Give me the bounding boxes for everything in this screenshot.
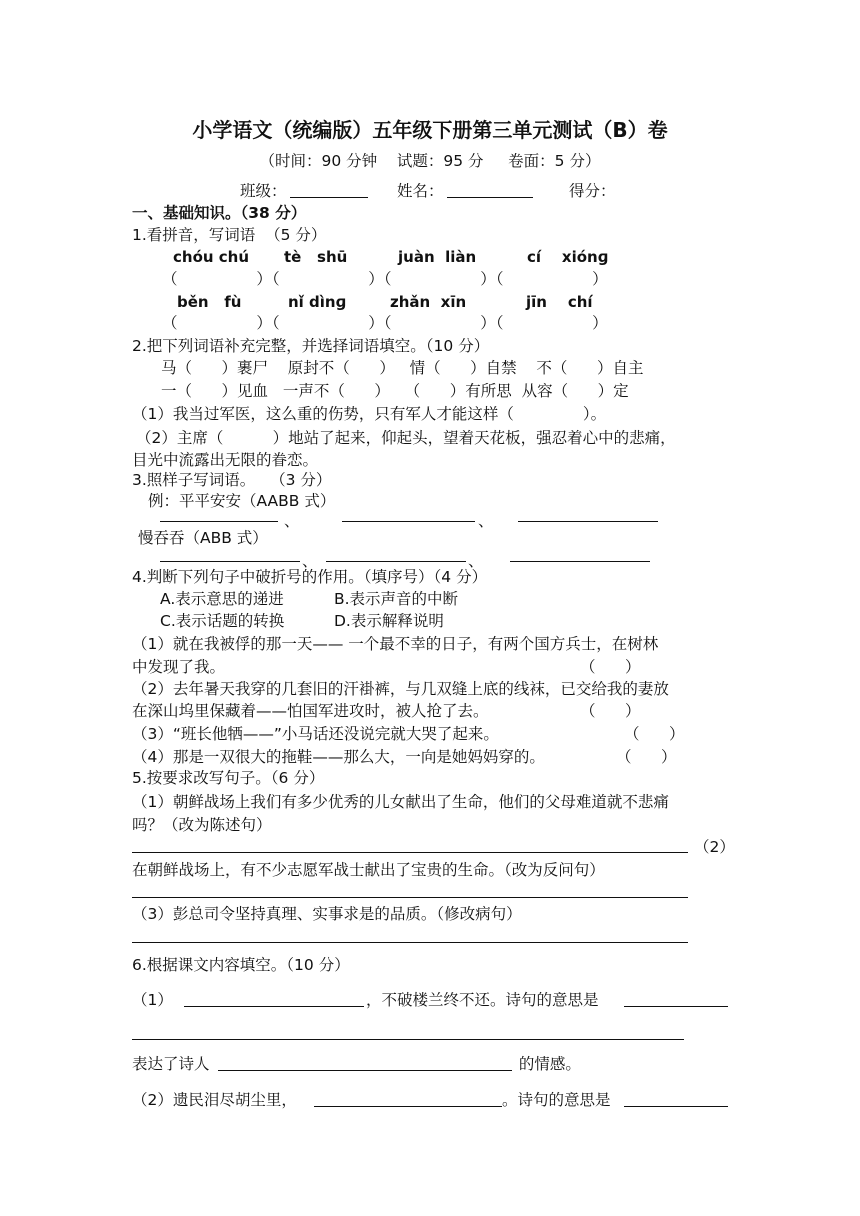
name-blank[interactable] bbox=[447, 197, 533, 198]
q4-heading: 4.判断下列句子中破折号的作用。（填序号）（4 分） bbox=[132, 568, 488, 586]
answer-line[interactable] bbox=[132, 897, 688, 898]
q5-heading: 5.按要求改写句子。（6 分） bbox=[132, 769, 325, 787]
q4-sentence-1a: （1）就在我被俘的那一天—— 一个最不幸的日子，有两个国方兵士，在树林 bbox=[132, 635, 659, 653]
pinyin-2: tè shū bbox=[284, 248, 348, 266]
poem-blank-1[interactable] bbox=[184, 1006, 364, 1007]
page-title: 小学语文（统编版）五年级下册第三单元测试（B）卷 bbox=[192, 118, 668, 142]
pinyin-1: chóu chú bbox=[173, 248, 250, 266]
pinyin-8: jīn chí bbox=[526, 293, 593, 311]
idiom-line-2[interactable]: 一（ ）见血 一声不（ ） （ ）有所思 从容（ ）定 bbox=[161, 382, 629, 400]
comma: 、 bbox=[284, 512, 300, 530]
answer-brackets-row2[interactable]: （ ）（ ）（ ）（ ） bbox=[162, 314, 608, 332]
comma: 、 bbox=[478, 512, 494, 530]
meaning-blank-2[interactable] bbox=[624, 1106, 728, 1107]
q6-sentence-2: （2）遗民泪尽胡尘里， bbox=[132, 1091, 297, 1109]
answer-line[interactable] bbox=[132, 942, 688, 943]
pinyin-4: cí xiónɡ bbox=[527, 248, 609, 266]
time-info: （时间：90 分钟 试题：95 分 卷面：5 分） bbox=[259, 152, 601, 170]
q5-2-number: （2） bbox=[694, 838, 735, 856]
express-prefix: 表达了诗人 bbox=[132, 1055, 210, 1073]
q4-sentence-2b: 在深山坞里保藏着——怕国军进攻时，被人抢了去。 bbox=[132, 702, 489, 720]
q4-sentence-1b: 中发现了我。 bbox=[132, 658, 226, 676]
q6-heading: 6.根据课文内容填空。（10 分） bbox=[132, 956, 350, 974]
q6-sentence-2-suffix: 。诗句的意思是 bbox=[502, 1091, 611, 1109]
q2-sentence-2b: 目光中流露出无限的眷恋。 bbox=[132, 451, 319, 469]
class-blank[interactable] bbox=[290, 197, 368, 198]
answer-bracket[interactable]: （ ） bbox=[616, 748, 677, 766]
q2-sentence-1: （1）我当过军医，这么重的伤势，只有军人才能这样（ ）。 bbox=[132, 405, 607, 423]
answer-bracket[interactable]: （ ） bbox=[624, 725, 685, 743]
answer-line[interactable] bbox=[132, 852, 688, 853]
q5-sentence-3: （3）彭总司令坚持真理、实事求是的品质。（修改病句） bbox=[132, 905, 522, 923]
option-d: D.表示解释说明 bbox=[334, 612, 444, 630]
answer-brackets-row1[interactable]: （ ）（ ）（ ）（ ） bbox=[162, 270, 608, 288]
aabb-blank-1[interactable] bbox=[160, 521, 278, 522]
name-label: 姓名： bbox=[397, 182, 444, 200]
pinyin-6: nǐ dìnɡ bbox=[288, 293, 347, 311]
q5-sentence-1a: （1）朝鲜战场上我们有多少优秀的儿女献出了生命，他们的父母难道就不悲痛 bbox=[132, 793, 669, 811]
q4-sentence-4: （4）那是一双很大的拖鞋——那么大，一向是她妈妈穿的。 bbox=[132, 748, 545, 766]
pinyin-7: zhǎn xīn bbox=[390, 293, 467, 311]
emotion-blank[interactable] bbox=[218, 1070, 512, 1071]
meaning-blank-1[interactable] bbox=[624, 1006, 728, 1007]
q4-sentence-3: （3）“班长他牺——”小马话还没说完就大哭了起来。 bbox=[132, 725, 499, 743]
q2-sentence-2a: （2）主席（ ）地站了起来，仰起头，望着天花板，强忍着心中的悲痛， bbox=[136, 429, 676, 447]
poem-blank-2[interactable] bbox=[314, 1106, 502, 1107]
aabb-blank-3[interactable] bbox=[518, 521, 658, 522]
idiom-line-1[interactable]: 马（ ）裹尸 原封不（ ） 情（ ）自禁 不（ ）自主 bbox=[161, 359, 644, 377]
class-label: 班级： bbox=[240, 182, 287, 200]
score-label: 得分： bbox=[569, 182, 616, 200]
q2-heading: 2.把下列词语补充完整，并选择词语填空。（10 分） bbox=[132, 337, 490, 355]
option-c: C.表示话题的转换 bbox=[160, 612, 285, 630]
aabb-blank-2[interactable] bbox=[342, 521, 475, 522]
q5-sentence-1b: 吗？（改为陈述句） bbox=[132, 816, 272, 834]
q3-heading: 3.照样子写词语。 （3 分） bbox=[132, 471, 332, 489]
abb-blank-2[interactable] bbox=[326, 561, 466, 562]
option-b: B.表示声音的中断 bbox=[334, 590, 459, 608]
q1-heading: 1.看拼音，写词语 （5 分） bbox=[132, 226, 327, 244]
express-suffix: 的情感。 bbox=[514, 1055, 581, 1073]
abb-blank-1[interactable] bbox=[160, 561, 300, 562]
answer-bracket[interactable]: （ ） bbox=[580, 658, 641, 676]
comma: 、 bbox=[468, 552, 484, 570]
pinyin-3: juàn liàn bbox=[398, 248, 477, 266]
section-heading: 一、基础知识。（38 分） bbox=[132, 204, 307, 222]
q3-example: 例：平平安安（AABB 式） bbox=[148, 492, 336, 510]
comma: 、 bbox=[302, 552, 318, 570]
q4-sentence-2a: （2）去年暑天我穿的几套旧的汗褂裤，与几双缝上底的线袜，已交给我的妻放 bbox=[132, 680, 669, 698]
abb-blank-3[interactable] bbox=[510, 561, 650, 562]
meaning-line[interactable] bbox=[132, 1039, 684, 1040]
pinyin-5: běn fù bbox=[177, 293, 242, 311]
q5-sentence-2: 在朝鲜战场上，有不少志愿军战士献出了宝贵的生命。（改为反问句） bbox=[132, 861, 605, 879]
q3-abb-label: 慢吞吞（ABB 式） bbox=[138, 529, 268, 547]
q6-sentence-1: ，不破楼兰终不还。诗句的意思是 bbox=[366, 991, 599, 1009]
answer-bracket[interactable]: （ ） bbox=[580, 702, 641, 720]
option-a: A.表示意思的递进 bbox=[160, 590, 284, 608]
q6-1-number: （1） bbox=[132, 991, 173, 1009]
